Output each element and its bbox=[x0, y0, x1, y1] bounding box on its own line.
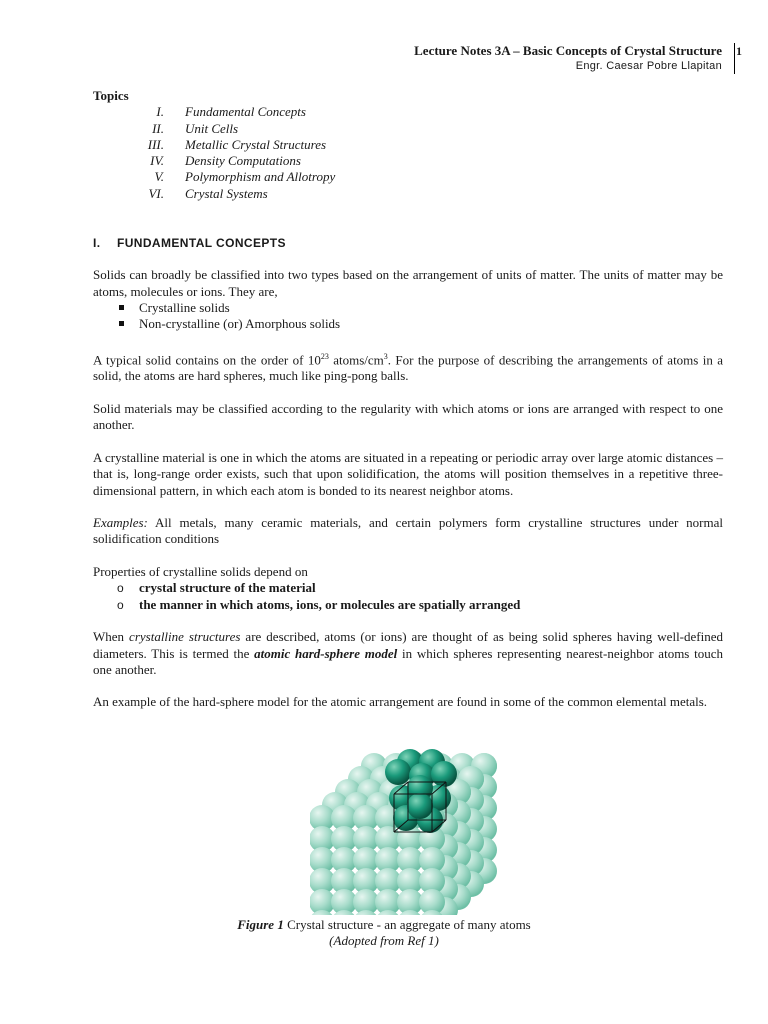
dark-sphere bbox=[385, 759, 411, 785]
document-title: Lecture Notes 3A – Basic Concepts of Crystal Structure bbox=[414, 43, 735, 59]
page-body bbox=[93, 88, 723, 711]
section-title: FUNDAMENTAL CONCEPTS bbox=[117, 236, 286, 251]
list-item: Crystalline solids bbox=[117, 300, 723, 316]
dark-sphere bbox=[407, 793, 433, 819]
paragraph-examples: Examples: All metals, many ceramic materials, and certain polymers form crystalline structures under normal solidification conditions bbox=[93, 515, 723, 547]
topic-number: V. bbox=[154, 169, 164, 185]
author-name: Engr. Caesar Pobre Llapitan bbox=[414, 59, 735, 74]
list-item: Non-crystalline (or) Amorphous solids bbox=[117, 316, 723, 332]
topic-label: Crystal Systems bbox=[185, 185, 268, 201]
topic-item bbox=[93, 169, 723, 185]
topic-label: Unit Cells bbox=[185, 120, 239, 136]
paragraph-properties: Properties of crystalline solids depend on bbox=[93, 564, 308, 580]
paragraph-example-metals: An example of the hard-sphere model for the atomic arrangement are found in some of the common elemental metals. bbox=[93, 694, 708, 710]
paragraph-solids-classification: Solids can broadly be classified into two types based on the arrangement of units of matter. The units of matter may be atoms, molecules or ions. They are, bbox=[93, 267, 723, 299]
properties-list bbox=[93, 580, 723, 613]
list-item: o the manner in which atoms, ions, or molecules are spatially arranged bbox=[117, 597, 723, 613]
section-number: I. bbox=[93, 236, 101, 251]
topic-label: Polymorphism and Allotropy bbox=[185, 169, 336, 185]
topic-label: Fundamental Concepts bbox=[185, 104, 306, 120]
topic-number: VI. bbox=[148, 185, 164, 201]
topics-heading: Topics bbox=[93, 88, 129, 103]
topic-item bbox=[93, 137, 723, 153]
topic-item bbox=[93, 121, 723, 137]
solid-types-list bbox=[93, 300, 723, 333]
topic-item bbox=[93, 153, 723, 169]
paragraph-typical-solid: A typical solid contains on the order of $10^{23}$ atoms/$cm^3$. For the purpose of describing the arrangements of atoms in a solid, the atoms are hard spheres, much like ping-pong balls. bbox=[93, 351, 724, 384]
topic-label: Metallic Crystal Structures bbox=[185, 136, 327, 152]
figure-caption-text: Crystal structure - an aggregate of many atoms bbox=[283, 917, 531, 932]
topic-number: II. bbox=[152, 120, 164, 136]
running-header bbox=[414, 43, 735, 74]
examples-label: Examples: bbox=[93, 515, 148, 531]
page-number: 1 bbox=[736, 44, 742, 58]
paragraph-regularity: Solid materials may be classified according to the regularity with which atoms or ions are arranged with respect to one another. bbox=[93, 401, 723, 433]
topic-number: I. bbox=[156, 104, 164, 120]
topic-item bbox=[93, 186, 723, 202]
hard-sphere-crystal-illustration bbox=[310, 740, 510, 915]
figure-caption bbox=[0, 917, 768, 950]
figure-label: Figure 1 bbox=[237, 917, 284, 932]
crystal-structure-figure bbox=[310, 740, 510, 915]
paragraph-hard-sphere: When crystalline structures are described, atoms (or ions) are thought of as being solid spheres having well-defined diameters. This is termed the atomic hard-sphere model in which spheres representing nearest-neighbor atoms touch one another. bbox=[93, 629, 724, 677]
figure-source: (Adopted from Ref 1) bbox=[329, 933, 439, 949]
topic-number: III. bbox=[147, 136, 164, 152]
topic-item bbox=[93, 104, 723, 120]
topic-number: IV. bbox=[150, 153, 164, 169]
topics-list bbox=[93, 104, 723, 202]
topic-label: Density Computations bbox=[185, 153, 301, 169]
section-heading bbox=[93, 235, 723, 251]
paragraph-crystalline-material: A crystalline material is one in which the atoms are situated in a repeating or periodic array over large atomic distances – that is, long-range order exists, such that upon solidification, the atoms will position themselves in a repetitive three-dimensional pattern, in which each atom is bonded to its nearest neighbor atoms. bbox=[93, 449, 723, 498]
list-item: o crystal structure of the material bbox=[117, 580, 723, 596]
